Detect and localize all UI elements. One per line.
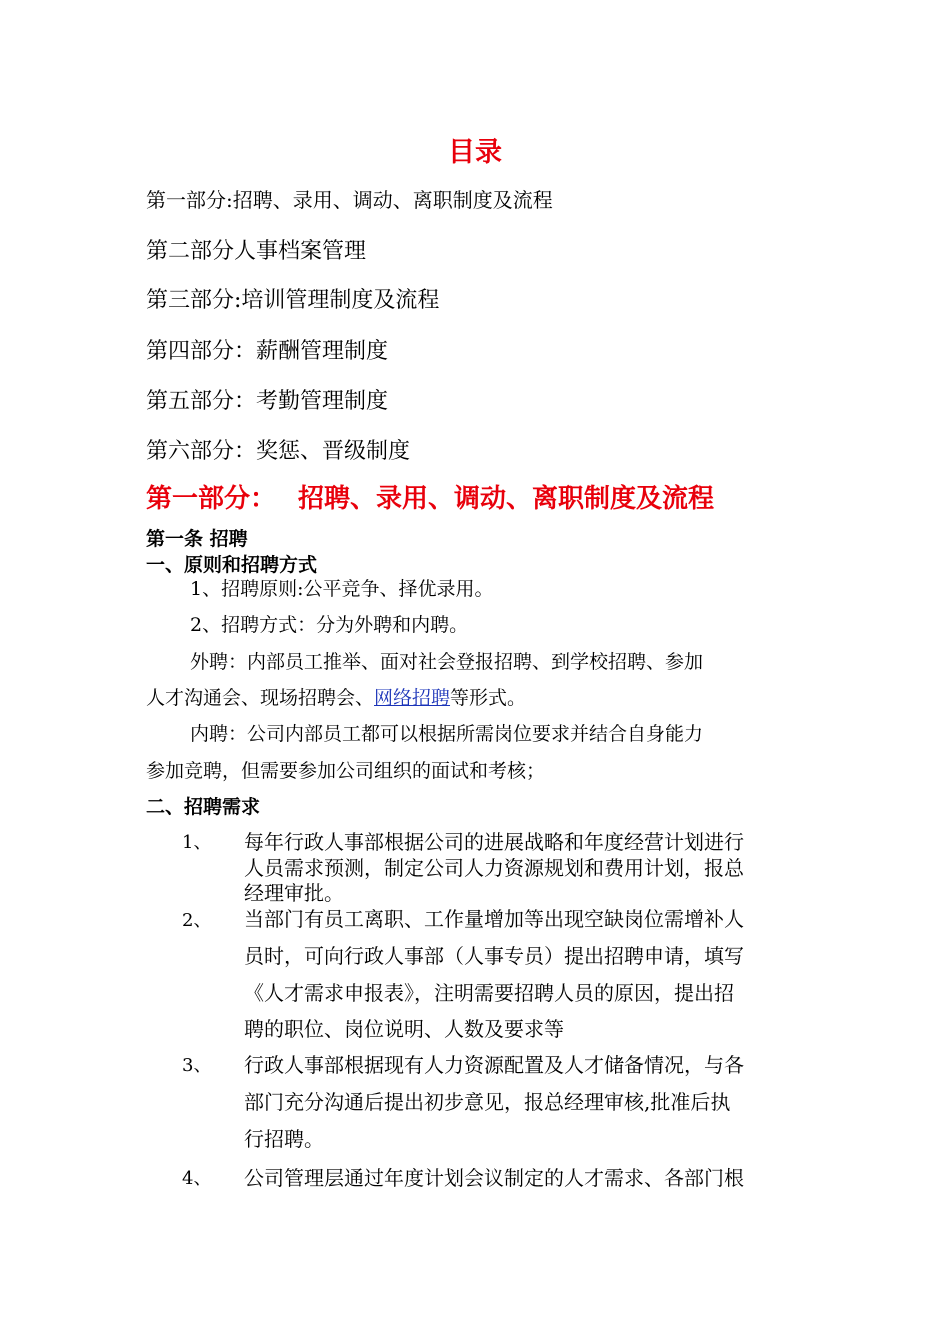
toc-entry-4: 第四部分：薪酬管理制度 — [146, 339, 389, 364]
toc-entry-3: 第三部分:培训管理制度及流程 — [146, 288, 440, 313]
list-item-line: 行政人事部根据现有人力资源配置及人才储备情况，与各 — [244, 1053, 744, 1077]
list-item-number: 1、 — [182, 832, 212, 853]
list-item-line: 员时，可向行政人事部（人事专员）提出招聘申请，填写 — [244, 944, 744, 968]
list-item-line: 每年行政人事部根据公司的进展战略和年度经营计划进行 — [244, 830, 744, 854]
internal-line-1: 内聘：公司内部员工都可以根据所需岗位要求并结合自身能力 — [190, 723, 704, 745]
toc-entry-5: 第五部分：考勤管理制度 — [146, 389, 389, 414]
external-line-2-post: 等形式。 — [450, 687, 527, 709]
external-line-2-pre: 人才沟通会、现场招聘会、 — [146, 687, 375, 709]
list-item-line: 聘的职位、岗位说明、人数及要求等 — [244, 1017, 564, 1041]
list-item-line: 部门充分沟通后提出初步意见，报总经理审核,批准后执 — [244, 1090, 731, 1114]
principle-text: 1、招聘原则:公平竞争、择优录用。 — [190, 578, 494, 600]
toc-entry-6: 第六部分：奖惩、晋级制度 — [146, 439, 411, 464]
section-heading-demand: 二、招聘需求 — [146, 796, 261, 818]
part-title: 招聘、录用、调动、离职制度及流程 — [298, 484, 715, 514]
method-text: 2、招聘方式：分为外聘和内聘。 — [190, 614, 469, 636]
list-item-line: 当部门有员工离职、工作量增加等出现空缺岗位需增补人 — [244, 907, 744, 931]
external-line-2 — [146, 683, 526, 710]
toc-entry-1: 第一部分:招聘、录用、调动、离职制度及流程 — [146, 188, 553, 212]
list-item-number: 3、 — [182, 1055, 212, 1076]
part-heading — [146, 478, 714, 515]
online-recruitment-link[interactable]: 网络招聘 — [374, 687, 451, 709]
list-item-line: 行招聘。 — [244, 1127, 324, 1151]
toc-title: 目录 — [448, 137, 502, 168]
list-item-number: 2、 — [182, 910, 212, 931]
external-line-1: 外聘：内部员工推举、面对社会登报招聘、到学校招聘、参加 — [190, 651, 704, 673]
list-item-line: 《人才需求申报表》，注明需要招聘人员的原因，提出招 — [244, 981, 734, 1005]
article-heading: 第一条 招聘 — [146, 528, 248, 550]
part-label: 第一部分： — [146, 484, 277, 514]
list-item-number: 4、 — [182, 1168, 212, 1189]
toc-entry-2: 第二部分人事档案管理 — [146, 239, 367, 264]
section-heading-principles: 一、原则和招聘方式 — [146, 554, 318, 576]
list-item-line: 公司管理层通过年度计划会议制定的人才需求、各部门根 — [244, 1166, 744, 1190]
list-item-line: 人员需求预测，制定公司人力资源规划和费用计划，报总 — [244, 856, 744, 880]
internal-line-2: 参加竞聘，但需要参加公司组织的面试和考核； — [146, 760, 546, 782]
list-item-line: 经理审批。 — [244, 881, 344, 905]
